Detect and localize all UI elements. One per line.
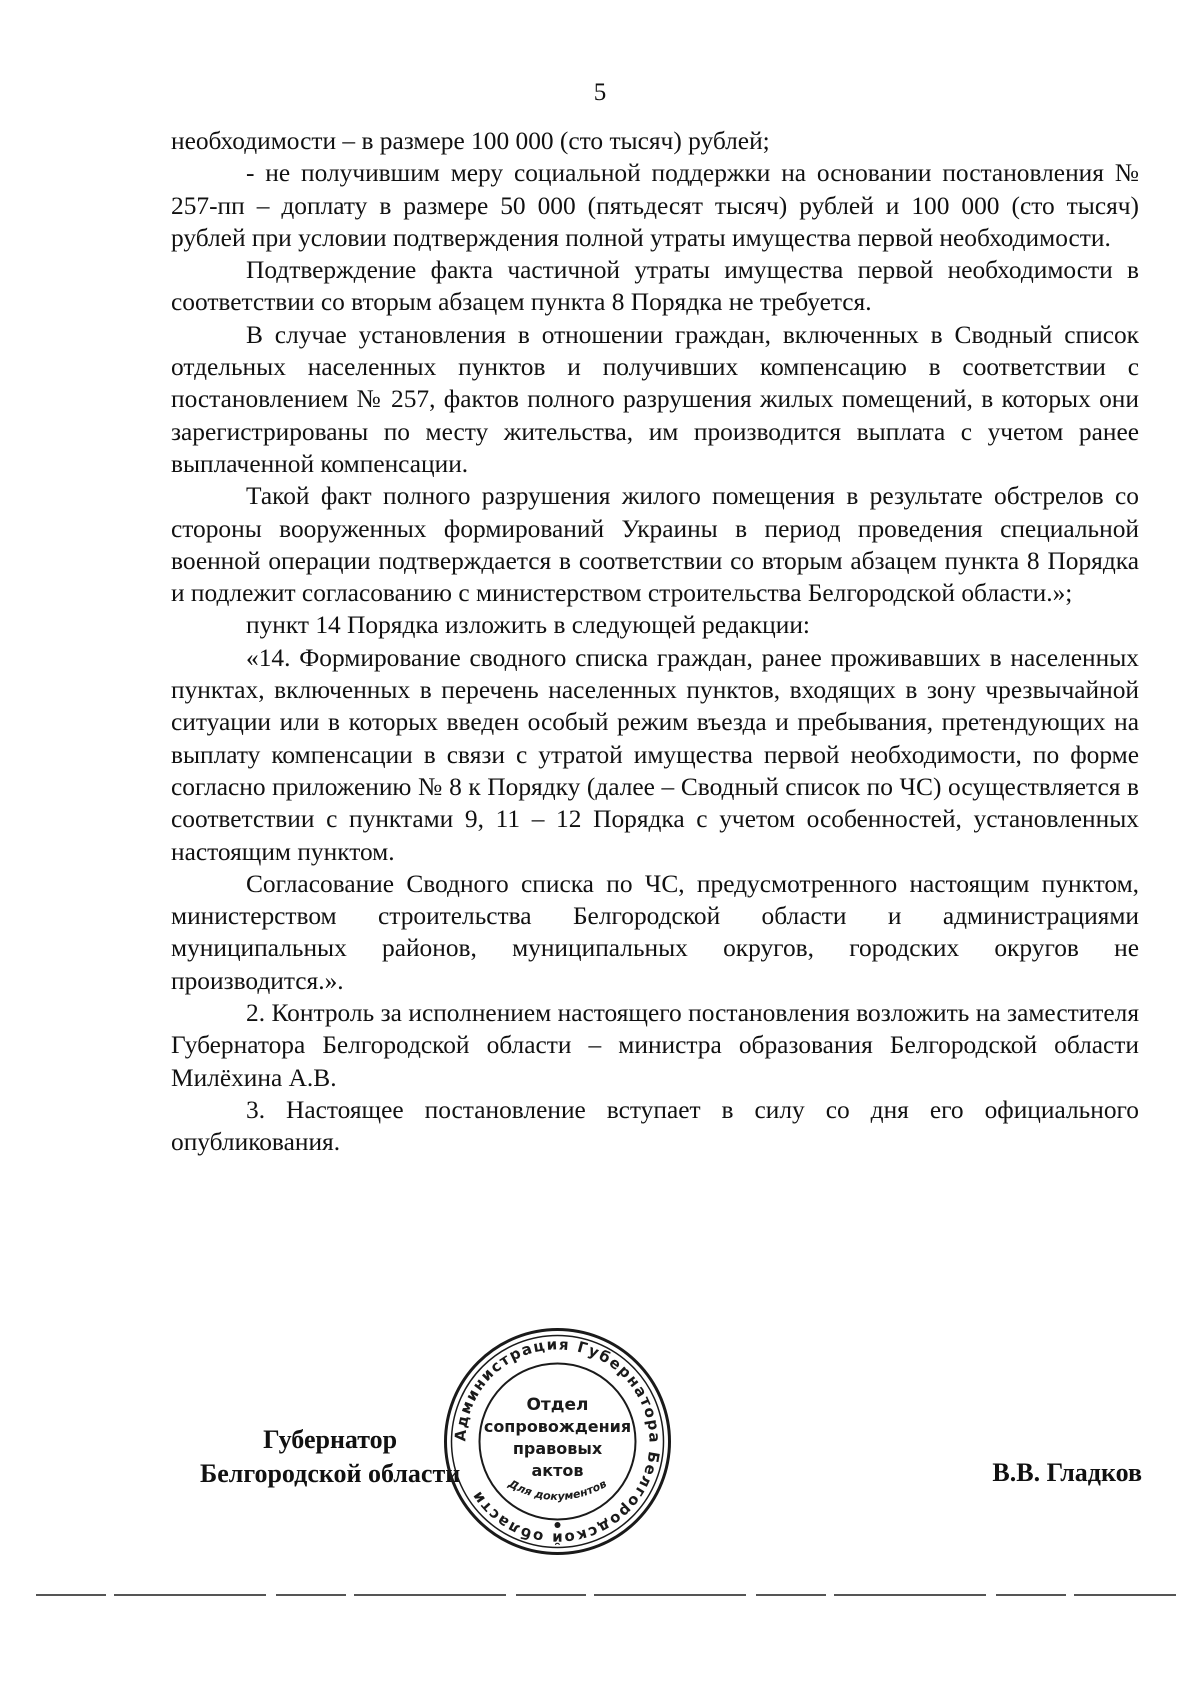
paragraph: Такой факт полного разрушения жилого помещения в результате обстрелов со стороны вооруженных формирований Украины в период проведения специальной военной операции подтверждается в соответствии со вторым абзацем пункта 8 Порядка и подлежит согласованию с министерством строительства Белгородской области.»;	[171, 482, 1139, 608]
seal-graphic	[441, 1325, 674, 1558]
page-number: 5	[593, 79, 607, 106]
paragraph-clause-2: 2. Контроль за исполнением настоящего постановления возложить на заместителя Губернатора Белгородской области – министра образования Белгородской области Милёхина А.В.	[171, 999, 1139, 1092]
footer-rule	[36, 1594, 1176, 1596]
seal-center-line4: актов	[531, 1461, 584, 1480]
paragraph: Согласование Сводного списка по ЧС, предусмотренного настоящим пунктом, министерством строительства Белгородской области и администрациями муниципальных районов, муниципальных округов, городских округов не производится.».	[171, 869, 1139, 995]
paragraph: пункт 14 Порядка изложить в следующей редакции:	[246, 611, 810, 640]
signatory-position-line1: Губернатор	[263, 1425, 398, 1454]
seal-bottom-text: Для документов	[506, 1477, 609, 1504]
seal-center-line2: сопровождения	[483, 1417, 632, 1436]
document-body	[171, 125, 1139, 1159]
paragraph-list-item: - не получившим меру социальной поддержки на основании постановления № 257-пп – доплату в размере 50 000 (пятьдесят тысяч) рублей и 100 000 (сто тысяч) рублей при условии подтверждения полной утраты имущества первой необходимости.	[171, 159, 1139, 252]
paragraph-continuation: необходимости – в размере 100 000 (сто тысяч) рублей;	[171, 127, 770, 155]
paragraph: В случае установления в отношении граждан, включенных в Сводный список отдельных населенных пунктов и получивших компенсацию в соответствии с постановлением № 257, фактов полного разрушения жилых помещений, в которых они зарегистрированы по месту жительства, им производится выплата с учетом ранее выплаченной компенсации.	[171, 320, 1139, 478]
signatory-position-line2: Белгородской области	[200, 1459, 461, 1488]
paragraph-clause-3: 3. Настоящее постановление вступает в силу со дня его официального опубликования.	[171, 1095, 1139, 1157]
signatory-position	[200, 1423, 460, 1491]
seal-ring-text: Администрация Губернатора Белгородской области	[451, 1335, 664, 1548]
seal-star-mark	[555, 1522, 561, 1528]
paragraph-quoted-clause: «14. Формирование сводного списка граждан, ранее проживавших в населенных пунктах, включенных в перечень населенных пунктов, входящих в зону чрезвычайной ситуации или в которых введен особый режим въезда и пребывания, претендующих на выплату компенсации в связи с утратой имущества первой необходимости, по форме согласно приложению № 8 к Порядку (далее – Сводный список по ЧС) осуществляется в соответствии с пунктами 9, 11 – 12 Порядка с учетом особенностей, установленных настоящим пунктом.	[171, 643, 1139, 866]
signatory-name: В.В. Гладков	[992, 1458, 1142, 1487]
official-seal-stamp	[441, 1325, 674, 1558]
seal-center-line1: Отдел	[526, 1395, 589, 1415]
paragraph: Подтверждение факта частичной утраты имущества первой необходимости в соответствии со вторым абзацем пункта 8 Порядка не требуется.	[171, 256, 1139, 317]
seal-center-line3: правовых	[512, 1439, 603, 1458]
